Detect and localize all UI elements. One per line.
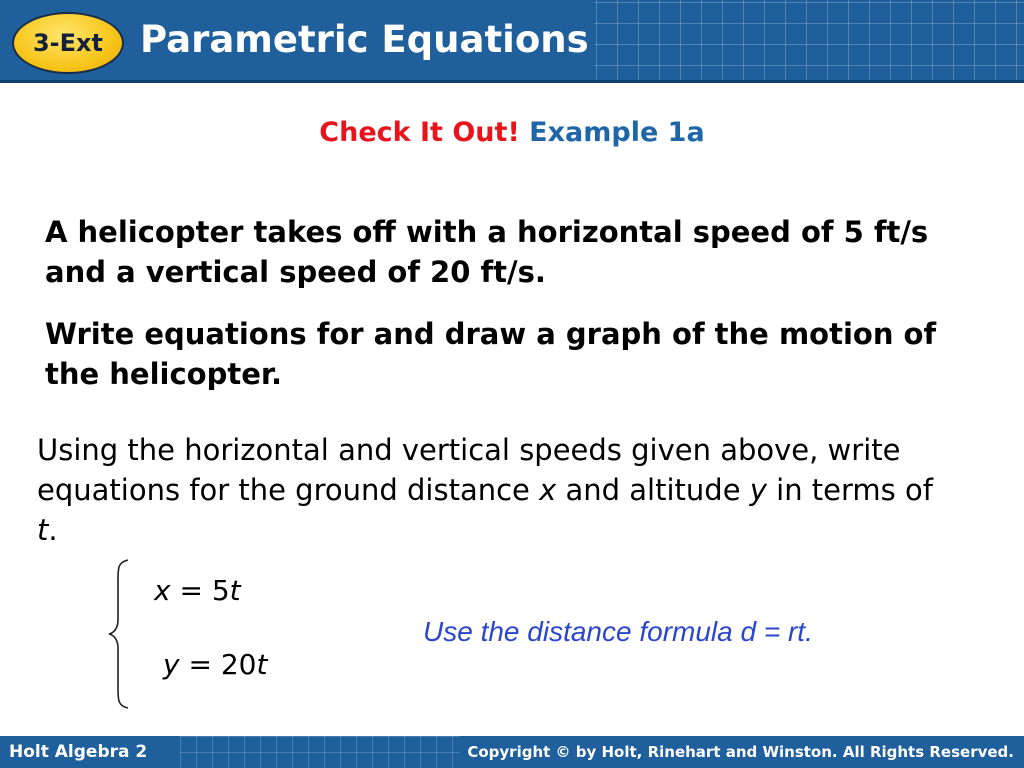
problem-task: Write equations for and draw a graph of the motion of the helicopter. bbox=[45, 317, 937, 391]
equation-y-lhs: y bbox=[163, 648, 180, 681]
explanation-part: in terms of bbox=[766, 473, 933, 507]
example-label: Example 1a bbox=[529, 117, 705, 148]
page-title: Parametric Equations bbox=[140, 18, 589, 61]
equation-y bbox=[163, 648, 267, 681]
distance-formula-hint: Use the distance formula d = rt. bbox=[423, 616, 813, 647]
header-bar bbox=[0, 0, 1024, 80]
example-heading bbox=[0, 117, 1024, 148]
equation-y-var: t bbox=[256, 648, 268, 681]
variable-t: t bbox=[37, 513, 49, 547]
header-grid-pattern bbox=[594, 0, 1024, 80]
header-divider bbox=[0, 80, 1024, 83]
explanation-part: . bbox=[48, 513, 58, 547]
system-brace-icon bbox=[106, 558, 132, 710]
explanation-text bbox=[37, 430, 937, 550]
variable-x: x bbox=[539, 473, 557, 507]
lesson-badge bbox=[12, 12, 124, 74]
problem-statement: A helicopter takes off with a horizontal speed of 5 ft/s and a vertical speed of 20 ft/s. bbox=[45, 215, 929, 289]
equation-y-rhs: = 20 bbox=[179, 648, 257, 681]
equation-x-lhs: x bbox=[154, 574, 171, 607]
equation-x-rhs: = 5 bbox=[170, 574, 230, 607]
explanation-part: Using the horizontal and vertical speeds given above, write equations for the ground distance bbox=[37, 433, 901, 507]
variable-y: y bbox=[749, 473, 767, 507]
equation-x-var: t bbox=[229, 574, 241, 607]
check-it-out-label: Check It Out! bbox=[319, 117, 520, 148]
lesson-badge-label: 3-Ext bbox=[32, 29, 103, 57]
footer-copyright: Copyright © by Holt, Rinehart and Winston. All Rights Reserved. bbox=[467, 743, 1014, 761]
footer-bar bbox=[0, 736, 1024, 768]
equation-x bbox=[154, 574, 241, 607]
footer-book-title: Holt Algebra 2 bbox=[9, 742, 148, 762]
explanation-part: and altitude bbox=[556, 473, 750, 507]
footer-grid-pattern bbox=[180, 736, 460, 768]
